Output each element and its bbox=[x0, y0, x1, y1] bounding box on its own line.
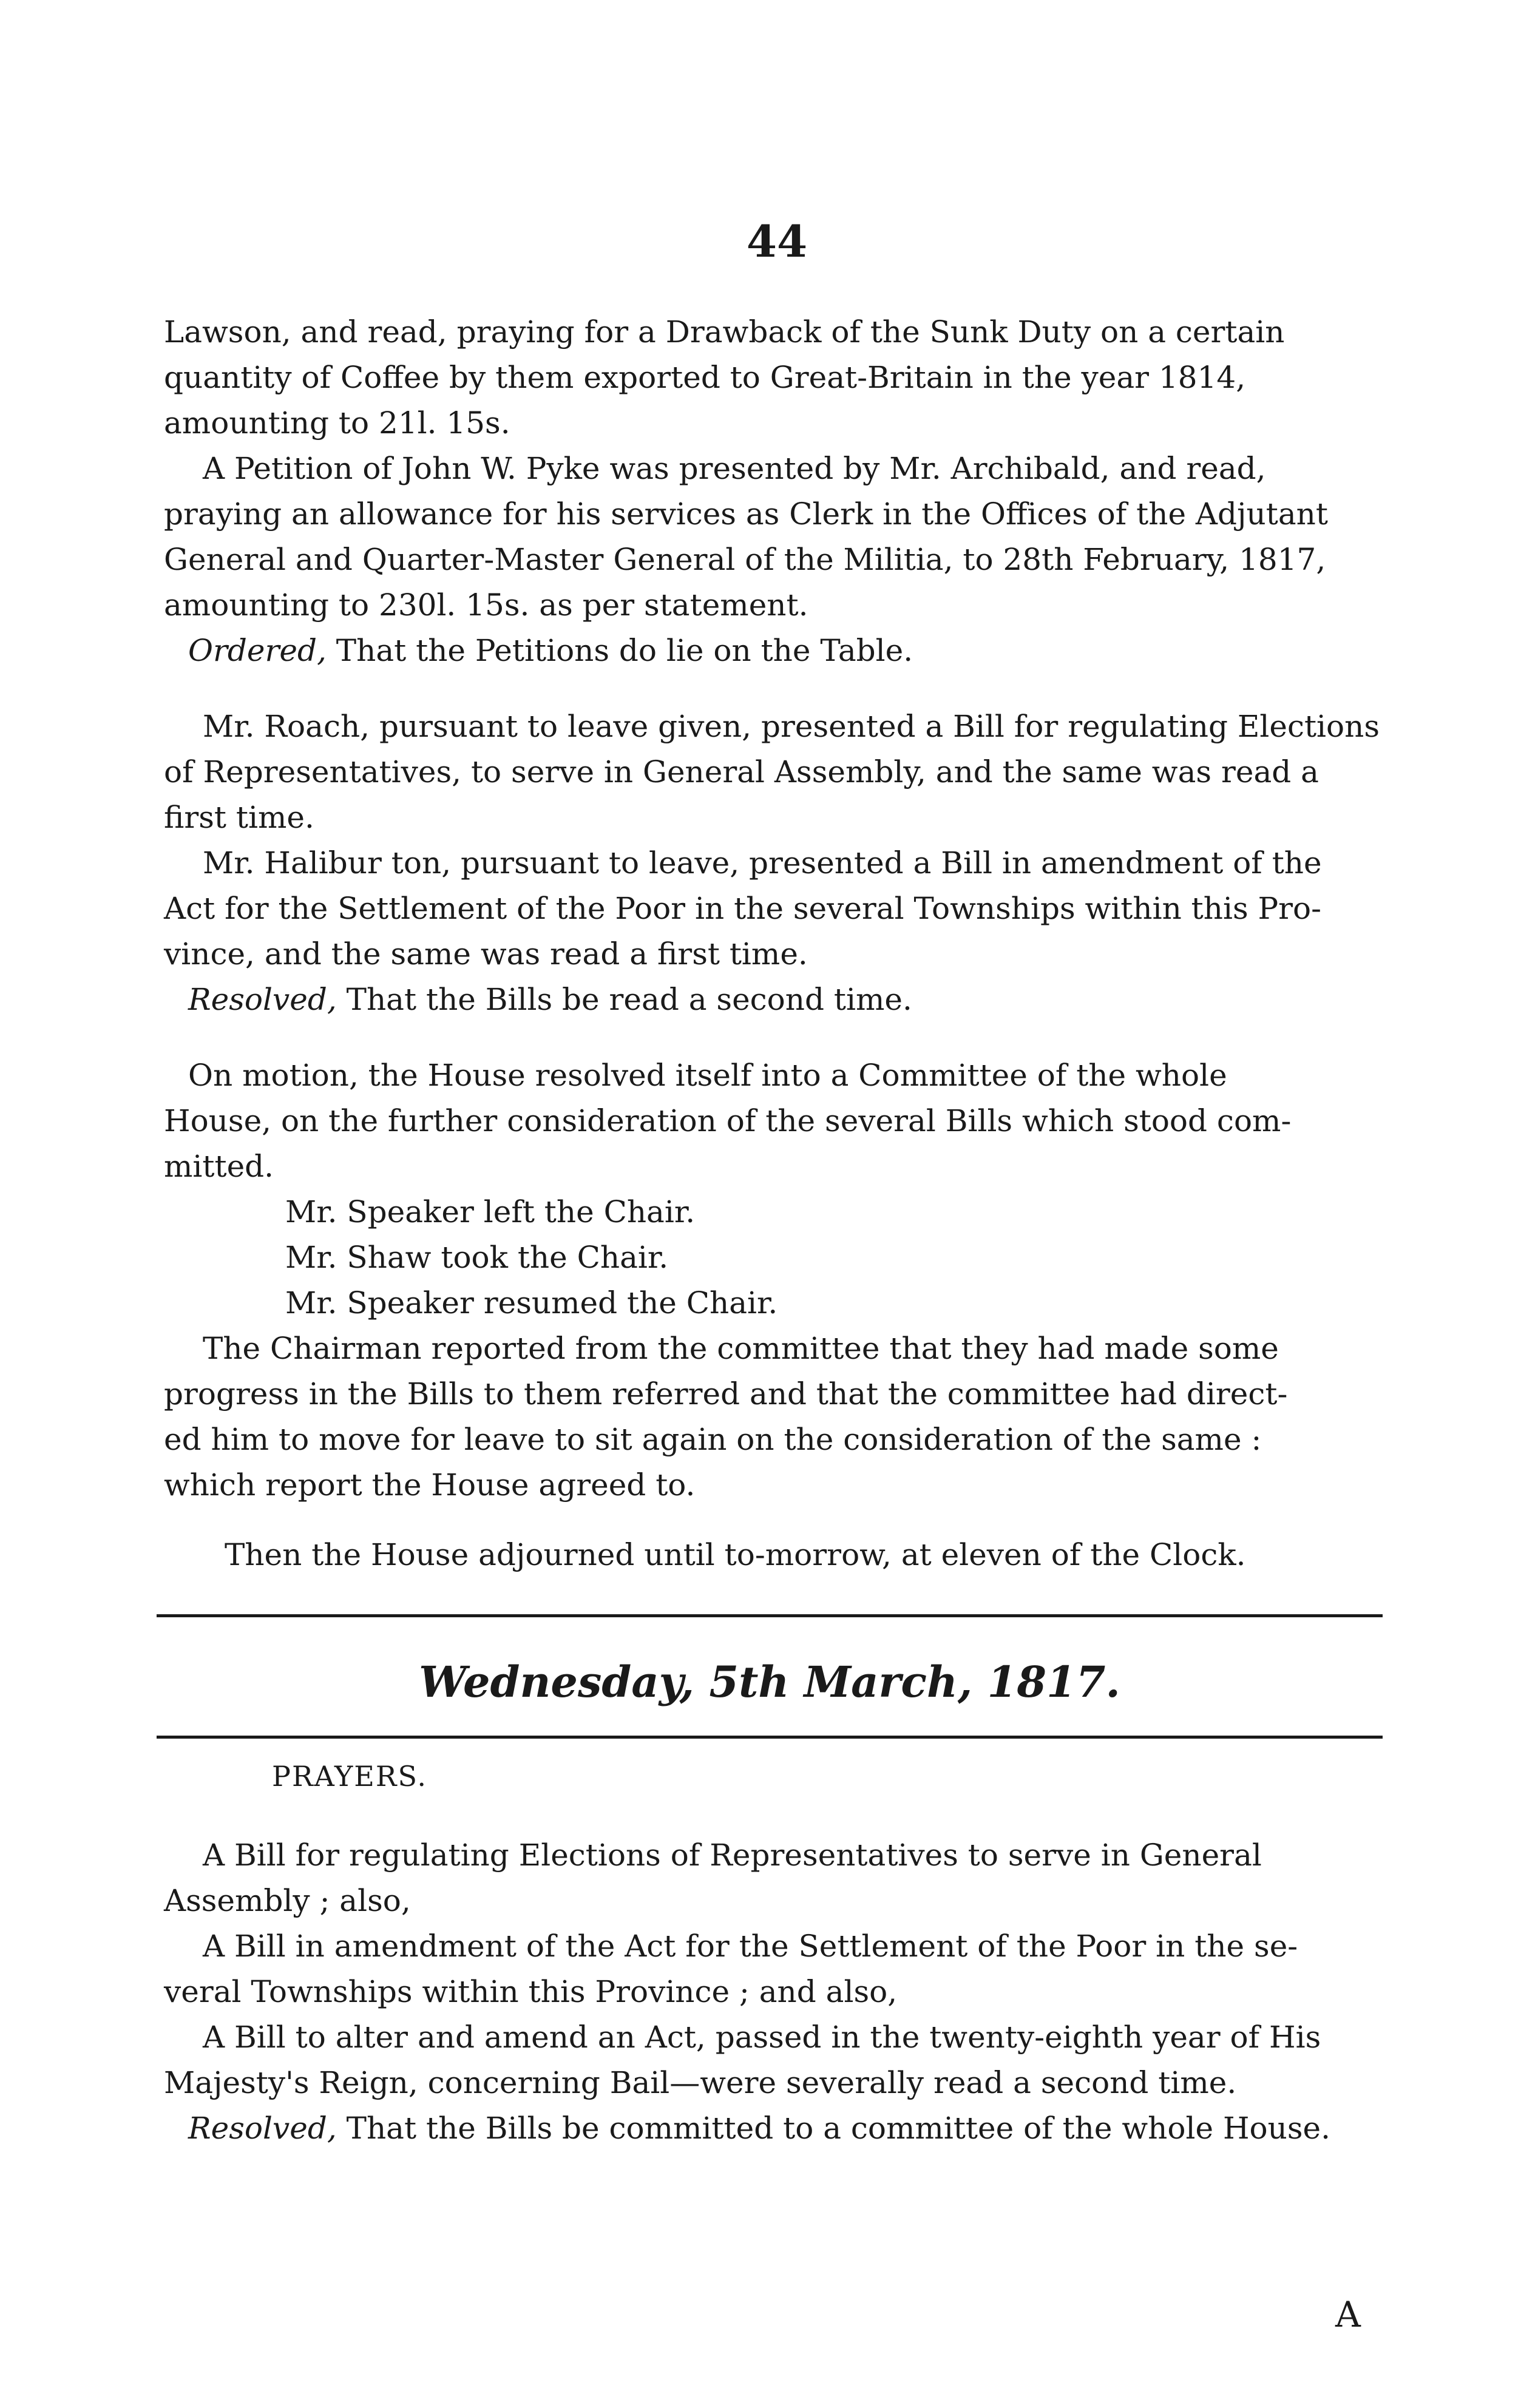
paragraph-haliburton-bill bbox=[164, 840, 1408, 977]
paragraph-poor-bill bbox=[164, 1924, 1408, 2015]
paragraph-roach-bill bbox=[164, 704, 1408, 840]
text-line: quantity of Coffee by them exported to Great-Britain in the year 1814, bbox=[164, 360, 1246, 395]
text-line: Act for the Settlement of the Poor in the several Townships within this Pro- bbox=[164, 891, 1322, 926]
text-line: amounting to 21l. 15s. bbox=[164, 405, 510, 441]
catchword: A bbox=[1335, 2294, 1361, 2335]
resolved-text: That the Bills be committed to a committee of the whole House. bbox=[336, 2111, 1330, 2146]
chair-line: Mr. Speaker left the Chair. bbox=[285, 1194, 696, 1229]
text-line: The Chairman reported from the committee that they had made some bbox=[203, 1331, 1279, 1366]
paragraph-resolved-second-reading bbox=[164, 977, 1408, 1023]
paragraph-lawson-petition bbox=[164, 309, 1408, 446]
paragraph-adjournment bbox=[164, 1532, 1408, 1578]
chair-line: Mr. Shaw took the Chair. bbox=[285, 1240, 669, 1275]
divider-rule-top bbox=[157, 1614, 1383, 1617]
text-line: On motion, the House resolved itself into a Committee of the whole bbox=[188, 1058, 1227, 1093]
text-line: progress in the Bills to them referred and that the committee had direct- bbox=[164, 1376, 1288, 1412]
text-line: amounting to 230l. 15s. as per statement. bbox=[164, 587, 808, 623]
text-line: mitted. bbox=[164, 1149, 274, 1184]
text-line: veral Townships within this Province ; and also, bbox=[164, 1974, 898, 2009]
resolved-label: Resolved, bbox=[188, 2111, 337, 2146]
paragraph-resolved-committed bbox=[164, 2106, 1408, 2151]
text-line: Then the House adjourned until to-morrow, at eleven of the Clock. bbox=[225, 1537, 1246, 1572]
journal-entries-march-4 bbox=[164, 309, 1408, 1578]
paragraph-committee-motion bbox=[164, 1053, 1408, 1189]
text-line: A Petition of John W. Pyke was presented by Mr. Archibald, and read, bbox=[203, 451, 1266, 486]
date-heading: Wednesday, 5th March, 1817. bbox=[419, 1657, 1120, 1707]
page-number: 44 bbox=[746, 215, 808, 267]
text-line: A Bill to alter and amend an Act, passed in the twenty-eighth year of His bbox=[203, 2020, 1321, 2055]
paragraph-bail-bill bbox=[164, 2015, 1408, 2106]
text-line: Lawson, and read, praying for a Drawback of the Sunk Duty on a certain bbox=[164, 314, 1285, 350]
paragraph-chairman-report bbox=[164, 1326, 1408, 1508]
text-line: ed him to move for leave to sit again on the consideration of the same : bbox=[164, 1422, 1262, 1457]
divider-rule-bottom bbox=[157, 1736, 1383, 1739]
ordered-text: That the Petitions do lie on the Table. bbox=[326, 633, 913, 668]
paragraph-elections-bill bbox=[164, 1833, 1408, 1924]
text-line: A Bill for regulating Elections of Representatives to serve in General bbox=[203, 1838, 1262, 1873]
paragraph-pyke-petition bbox=[164, 446, 1408, 628]
text-line: vince, and the same was read a first time. bbox=[164, 936, 808, 972]
resolved-text: That the Bills be read a second time. bbox=[336, 982, 912, 1017]
prayers-heading: PRAYERS. bbox=[272, 1760, 428, 1793]
text-line: Majesty's Reign, concerning Bail—were severally read a second time. bbox=[164, 2065, 1237, 2100]
text-line: House, on the further consideration of the several Bills which stood com- bbox=[164, 1103, 1292, 1138]
text-line: praying an allowance for his services as Clerk in the Offices of the Adjutant bbox=[164, 496, 1328, 532]
text-line: Assembly ; also, bbox=[164, 1883, 411, 1918]
text-line: A Bill in amendment of the Act for the Settlement of the Poor in the se- bbox=[203, 1929, 1298, 1964]
paragraph-ordered bbox=[164, 628, 1408, 674]
chair-proceedings bbox=[164, 1189, 1408, 1326]
ordered-label: Ordered, bbox=[188, 633, 327, 668]
resolved-label: Resolved, bbox=[188, 982, 337, 1017]
text-line: which report the House agreed to. bbox=[164, 1467, 696, 1503]
text-line: Mr. Roach, pursuant to leave given, presented a Bill for regulating Elections bbox=[203, 709, 1380, 744]
chair-line: Mr. Speaker resumed the Chair. bbox=[285, 1285, 778, 1321]
text-line: first time. bbox=[164, 800, 314, 835]
text-line: of Representatives, to serve in General Assembly, and the same was read a bbox=[164, 754, 1319, 790]
journal-entries-march-5 bbox=[164, 1833, 1408, 2151]
text-line: Mr. Halibur ton, pursuant to leave, presented a Bill in amendment of the bbox=[203, 845, 1322, 881]
text-line: General and Quarter-Master General of the Militia, to 28th February, 1817, bbox=[164, 542, 1326, 577]
